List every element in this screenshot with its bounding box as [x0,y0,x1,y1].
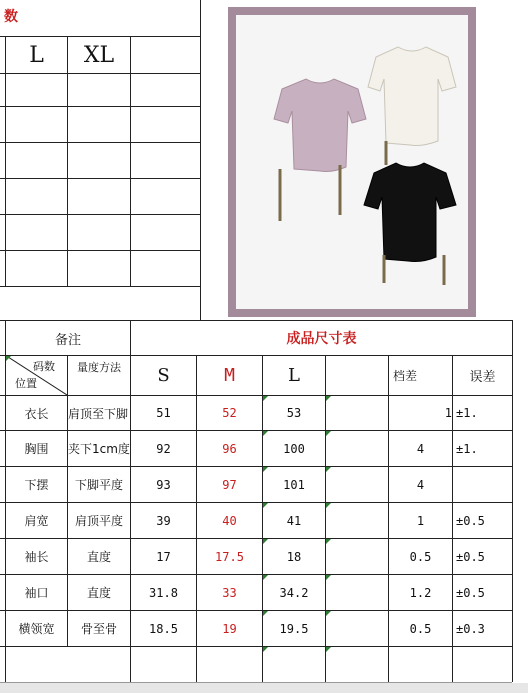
row-size-m: 52 [222,406,237,420]
size-header-s: S [157,365,170,386]
row-method: 骨至骨 [80,622,117,636]
corner-size-label: 码数 [33,360,55,373]
size-chart-title: 成品尺寸表 [286,331,357,347]
black-tshirt-icon [364,163,456,285]
row-method: 下脚平度 [74,478,123,492]
row-size-s: 39 [156,513,171,528]
grade-header: 档差 [392,369,417,383]
row-position: 袖长 [24,550,49,564]
row-size-m: 97 [222,477,237,492]
row-tolerance: ±1. [456,406,478,420]
row-tolerance: ±0.5 [456,549,485,564]
row-grade: 1 [416,513,425,528]
partial-title: 数 [4,9,18,25]
row-size-l: 19.5 [279,621,309,636]
row-position: 胸围 [24,442,49,456]
row-method: 肩顶平度 [74,514,123,528]
pink-tshirt-icon [274,79,366,221]
remark-label: 备注 [54,332,81,348]
row-size-s: 93 [156,477,171,492]
row-size-s: 51 [156,406,171,420]
product-photo [228,7,476,317]
row-tolerance: ±1. [456,441,478,456]
row-position: 下摆 [24,478,49,492]
row-method: 肩顶至下脚 [68,406,129,421]
row-size-s: 17 [156,549,171,564]
row-position: 横领宽 [18,622,55,636]
row-tolerance: ±0.3 [456,621,485,636]
tshirt-illustration [236,15,468,309]
row-size-s: 18.5 [149,621,178,636]
row-size-l: 53 [286,406,302,420]
row-size-m: 33 [222,585,237,600]
method-header: 量度方法 [77,361,121,374]
row-grade: 0.5 [409,549,432,564]
row-size-l: 101 [283,477,305,492]
size-header-xl: XL [83,42,115,68]
row-tolerance [456,467,512,502]
row-grade: 1 [444,406,452,420]
row-size-m: 17.5 [215,549,244,564]
size-header-m: M [224,365,235,386]
row-size-s: 92 [156,441,171,456]
row-grade: 1.2 [409,585,432,600]
row-method: 直度 [86,550,111,564]
bottom-scrollbar[interactable] [0,683,528,693]
row-tolerance: ±0.5 [456,585,485,600]
size-header-l: L [288,365,300,386]
row-position: 袖口 [24,586,49,600]
product-photo-background [236,15,468,309]
size-header-l: L [29,42,44,68]
row-size-l: 100 [283,441,305,456]
row-position: 肩宽 [24,514,49,528]
white-tshirt-icon [368,47,456,165]
row-size-m: 19 [222,621,237,636]
row-size-l: 18 [286,549,302,564]
corner-position-label: 位置 [15,377,37,390]
row-grade: 0.5 [409,621,432,636]
row-size-s: 31.8 [149,585,178,600]
row-grade: 4 [416,477,425,492]
row-size-l: 34.2 [279,585,309,600]
row-method: 直度 [86,586,111,600]
tolerance-header: 误差 [469,370,496,385]
row-grade: 4 [416,441,425,456]
row-size-m: 40 [222,513,237,528]
row-size-m: 96 [222,441,237,456]
row-method: 夹下1cm度 [68,442,130,456]
row-size-l: 41 [286,513,302,528]
row-tolerance: ±0.5 [456,513,485,528]
row-position: 衣长 [24,406,49,421]
